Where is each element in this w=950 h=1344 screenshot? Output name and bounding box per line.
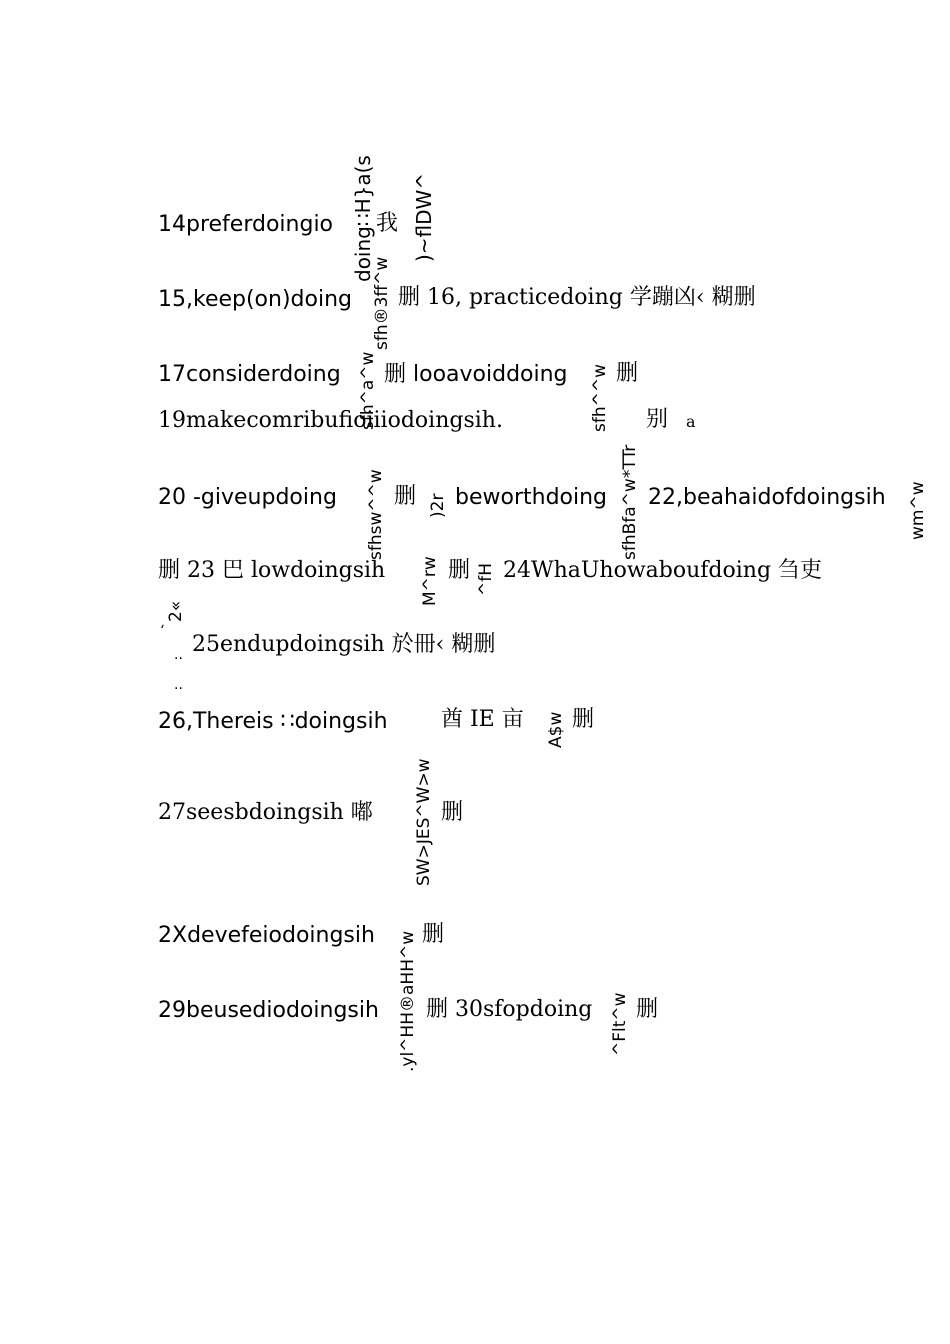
vertical-text-8: ^fH xyxy=(476,562,496,596)
vertical-text-16: ^Flt^w xyxy=(610,992,630,1056)
line-19: 19makecomribufioiiiodoingsih. xyxy=(158,408,503,433)
vertical-text-3: )~flDW^ xyxy=(412,172,436,262)
line-25: 25endupdoingsih 於冊‹ 糊删 xyxy=(192,632,496,657)
line-26-cjk: 酋 IE 亩 xyxy=(441,707,524,732)
vertical-text-11: wm^w xyxy=(908,481,928,540)
line-25-mark: ‘ xyxy=(160,623,165,639)
line-28-cjk: 删 xyxy=(422,922,445,947)
line-14: 14preferdoingio xyxy=(158,212,334,237)
line-26: 26,Thereis ∷doingsih xyxy=(158,709,388,734)
vertical-text-10: sfhBfa^w*TTr xyxy=(620,444,640,560)
vertical-text-13: SW>JES^W>w xyxy=(414,758,434,886)
vertical-text-2: sfh®3ff^w xyxy=(372,256,392,350)
vertical-text-9: sfh^^w xyxy=(590,363,610,432)
line-19-cjk: 别 xyxy=(646,407,669,432)
dots-1: .. xyxy=(174,647,183,663)
line-24: 24WhaUhowaboufdoing 刍吏 xyxy=(503,558,823,583)
vertical-text-12: 2« xyxy=(166,600,186,622)
line-30-cjk: 删 xyxy=(636,997,659,1022)
line-15: 15,keep(on)doing xyxy=(158,287,352,312)
vertical-text-15: .yl^HH®aHH^w xyxy=(398,930,418,1072)
line-18-suffix: 删 xyxy=(616,361,639,386)
line-17: 17considerdoing xyxy=(158,362,341,387)
line-19-mark: a xyxy=(686,412,696,431)
line-27-cjk: 删 xyxy=(441,800,464,825)
line-23: 删 23 巴 lowdoingsih xyxy=(158,558,386,583)
vertical-text-6: M^rw xyxy=(420,556,440,606)
line-21: beworthdoing xyxy=(455,485,608,510)
line-14-cjk: 我 xyxy=(376,211,399,236)
line-22: 22,beahaidofdoingsih xyxy=(648,485,886,510)
line-20-cjk: 删 xyxy=(394,484,417,509)
vertical-text-1: doing∷H}a(s xyxy=(351,155,375,282)
line-20: 20 -giveupdoing xyxy=(158,485,337,510)
vertical-text-7: )2r xyxy=(428,493,448,518)
line-28: 2Xdevefeiodoingsih xyxy=(158,923,375,948)
line-18: 删 looavoiddoing xyxy=(384,362,568,387)
vertical-text-14: A$w xyxy=(546,711,566,748)
line-30: 删 30sfopdoing xyxy=(426,997,593,1022)
line-27: 27seesbdoingsih 嘟 xyxy=(158,800,373,825)
line-29: 29beusediodoingsih xyxy=(158,998,379,1023)
line-26-suffix: 删 xyxy=(572,707,595,732)
line-23-cjk: 删 xyxy=(448,558,471,583)
dots-2: .. xyxy=(174,677,183,693)
line-16: 删 16, practicedoing 学蹦凶‹ 糊删 xyxy=(398,285,756,310)
vertical-text-4: sfh^a^w xyxy=(358,351,378,430)
vertical-text-5: sfhsw^^w xyxy=(366,469,386,560)
